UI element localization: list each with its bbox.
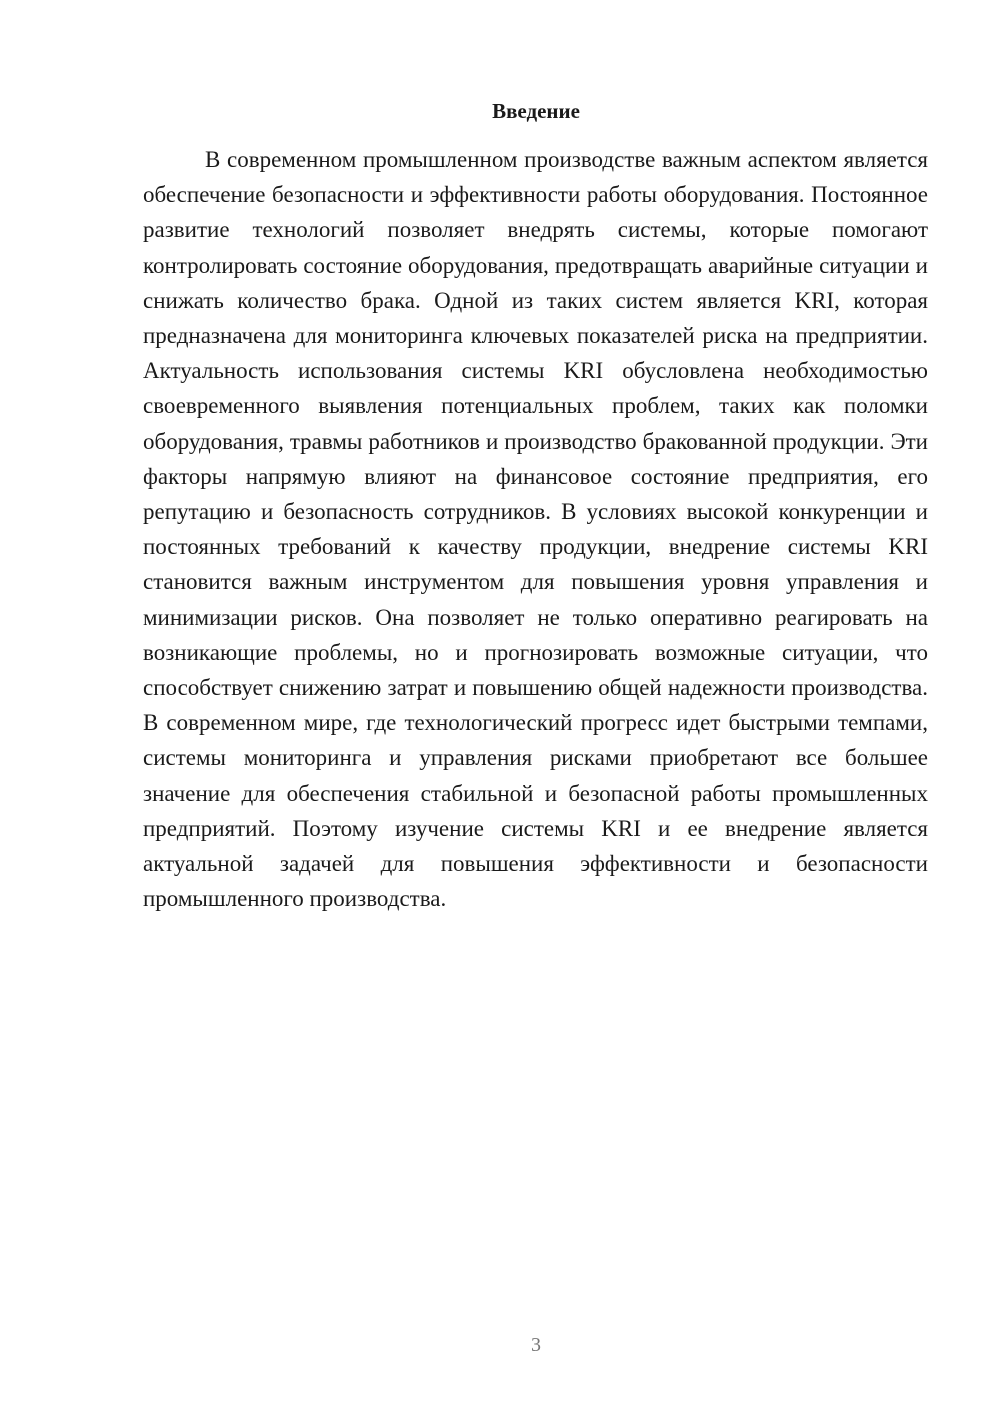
page-number: 3 [531, 1334, 541, 1356]
section-heading: Введение [492, 99, 580, 123]
intro-paragraph: В современном промышленном производстве важным аспектом является обеспечение безопасности и эффективности работы оборудования. Постоянное развитие технологий позволяет внедрять системы, которые помогают контролировать состояние оборудования, предотвращать аварийные ситуации и снижать количество брака. Одной из таких систем является KRI, которая предназначена для мониторинга ключевых показателей риска на предприятии. Актуальность использования системы KRI обусловлена необходимостью своевременного выявления потенциальных проблем, таких как поломки оборудования, травмы работников и производство бракованной продукции. Эти факторы напрямую влияют на финансовое состояние предприятия, его репутацию и безопасность сотрудников. В условиях высокой конкуренции и постоянных требований к качеству продукции, внедрение системы KRI становится важным инструментом для повышения уровня управления и минимизации рисков. Она позволяет не только оперативно реагировать на возникающие проблемы, но и прогнозировать возможные ситуации, что способствует снижению затрат и повышению общей надежности производства. В современном мире, где технологический прогресс идет быстрыми темпами, системы мониторинга и управления рисками приобретают все большее значение для обеспечения стабильной и безопасной работы промышленных предприятий. Поэтому изучение системы KRI и ее внедрение является актуальной задачей для повышения эффективности и безопасности промышленного производства. [143, 147, 928, 912]
